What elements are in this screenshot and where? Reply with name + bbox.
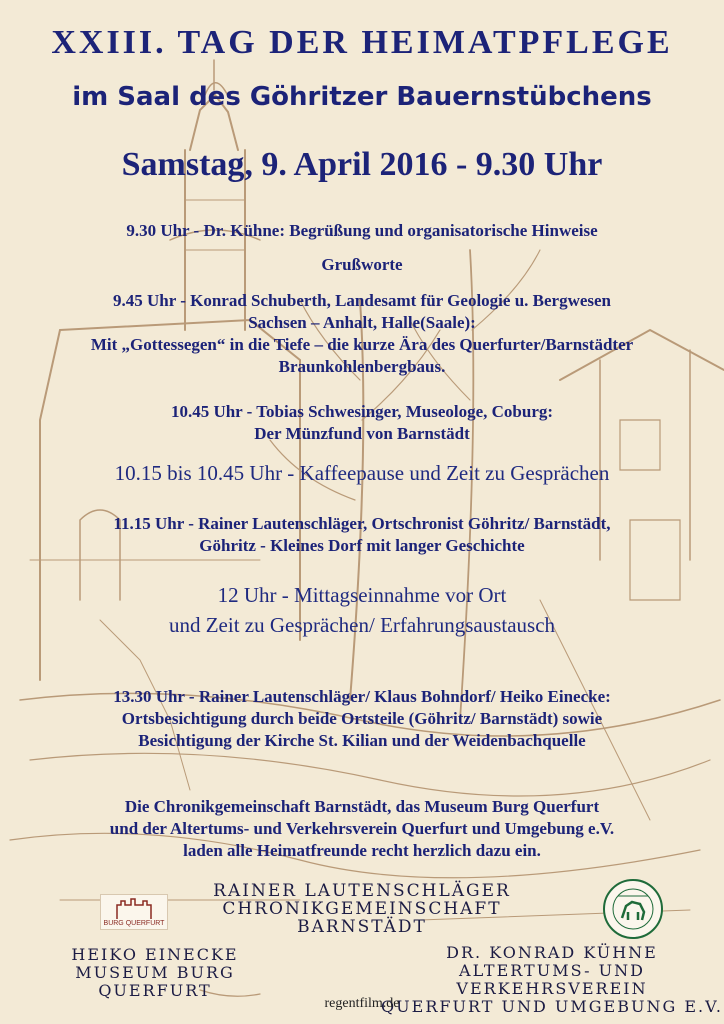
program-item-tour <box>0 686 724 752</box>
signature-einecke <box>20 946 290 1000</box>
castle-icon <box>101 895 167 921</box>
program-item-lautenschlaeger <box>0 513 724 557</box>
program-line: und Zeit zu Gesprächen/ Erfahrungsaustausch <box>168 613 556 637</box>
program-line: 13.30 Uhr - Rainer Lautenschläger/ Klaus Bohndorf/ Heiko Einecke: <box>113 687 611 706</box>
program-line: Mit „Gottessegen“ in die Tiefe – die kurze Ära des Querfurter/Barnstädter <box>90 335 634 354</box>
program-item-greetings: Grußworte <box>321 255 403 274</box>
program-line: Sachsen – Anhalt, Halle(Saale): <box>248 313 476 332</box>
page-subtitle: im Saal des Göhritzer Bauernstübchens <box>72 82 652 112</box>
program-line: Der Münzfund von Barnstädt <box>254 424 470 443</box>
program-item-schuberth <box>0 290 724 378</box>
signature-line: RAINER LAUTENSCHLÄGER <box>213 881 511 901</box>
program-item-lunch <box>0 580 724 640</box>
invitation-line: laden alle Heimatfreunde recht herzlich dazu ein. <box>183 841 541 860</box>
invitation-line: Die Chronikgemeinschaft Barnstädt, das Museum Burg Querfurt <box>124 797 600 816</box>
program-line: 9.45 Uhr - Konrad Schuberth, Landesamt für Geologie u. Bergwesen <box>112 291 612 310</box>
program-item-schwesinger <box>0 401 724 445</box>
signature-line: HEIKO EINECKE <box>71 945 239 964</box>
signature-line: DR. KONRAD KÜHNE <box>446 943 658 962</box>
signature-line: CHRONIKGEMEINSCHAFT <box>222 899 502 919</box>
page-title: XXIII. TAG DER HEIMATPFLEGE <box>51 24 673 61</box>
program-line: 10.45 Uhr - Tobias Schwesinger, Museologe, Coburg: <box>170 402 554 421</box>
program-line: Braunkohlenbergbaus. <box>278 357 446 376</box>
burg-logo-label: BURG QUERFURT <box>103 920 165 927</box>
program-line: 11.15 Uhr - Rainer Lautenschläger, Ortschronist Göhritz/ Barnstädt, <box>113 514 611 533</box>
footer-credit: regentfilm.de <box>324 996 400 1011</box>
program-item-coffee-break: 10.15 bis 10.45 Uhr - Kaffeepause und Zeit zu Gesprächen <box>114 461 610 485</box>
signature-line: ALTERTUMS- UND VERKEHRSVEREIN <box>456 961 648 998</box>
invitation-line: und der Altertums- und Verkehrsverein Querfurt und Umgebung e.V. <box>109 819 615 838</box>
program-item-welcome: 9.30 Uhr - Dr. Kühne: Begrüßung und organisatorische Hinweise <box>126 221 598 240</box>
program-line: Ortsbesichtigung durch beide Ortsteile (Göhritz/ Barnstädt) sowie <box>121 709 603 728</box>
signature-line: MUSEUM BURG QUERFURT <box>75 963 235 1000</box>
program-line: 12 Uhr - Mittagseinnahme vor Ort <box>217 583 507 607</box>
signature-lautenschlaeger <box>200 882 524 936</box>
burg-querfurt-logo <box>100 894 168 930</box>
program-line: Besichtigung der Kirche St. Kilian und der Weidenbachquelle <box>138 731 586 750</box>
signature-line: BARNSTÄDT <box>297 917 427 937</box>
program-line: Göhritz - Kleines Dorf mit langer Geschichte <box>199 536 525 555</box>
invitation-text <box>0 796 724 862</box>
verein-seal-icon <box>602 878 664 940</box>
event-date: Samstag, 9. April 2016 - 9.30 Uhr <box>121 146 603 183</box>
signature-line: QUERFURT UND UMGEBUNG E.V. <box>381 997 723 1016</box>
